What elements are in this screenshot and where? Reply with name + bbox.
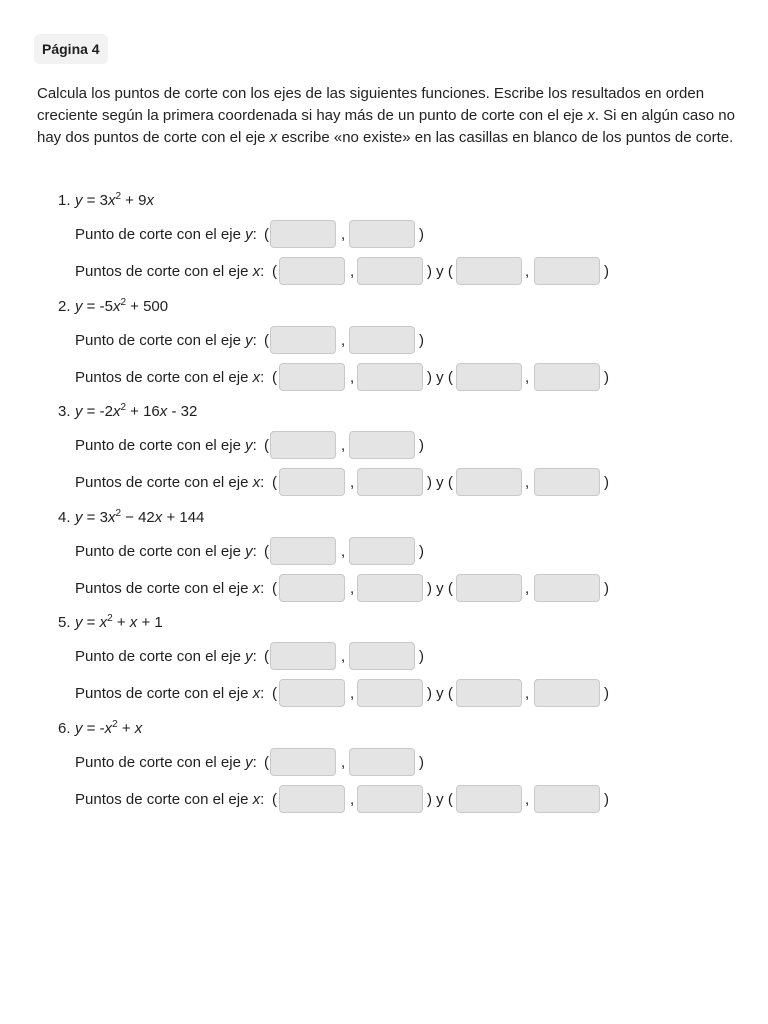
x-cut-1-y-input[interactable] <box>357 574 423 602</box>
open-paren: ( <box>264 332 269 349</box>
label-variable: x <box>252 685 261 702</box>
open-paren: ( <box>272 474 277 491</box>
label-colon: : <box>252 754 257 771</box>
equation <box>58 719 142 739</box>
close-paren: ) <box>419 648 424 665</box>
comma: , <box>350 685 355 702</box>
math-text: = -2 <box>82 403 113 420</box>
y-cut-y-input[interactable] <box>349 326 415 354</box>
math-text: + <box>112 614 130 631</box>
x-cut-2-x-input[interactable] <box>456 468 522 496</box>
comma: , <box>341 754 346 771</box>
close-paren: ) <box>604 369 609 386</box>
equation <box>58 613 163 633</box>
problem-number: 1. <box>58 192 71 209</box>
math-text: + 16 <box>126 403 160 420</box>
x-intercepts-label <box>75 257 264 287</box>
math-text: + 1 <box>137 614 163 631</box>
x-cut-2-x-input[interactable] <box>456 257 522 285</box>
label-colon: : <box>252 648 257 665</box>
open-paren: ( <box>264 543 269 560</box>
math-variable: x <box>146 192 154 209</box>
problem-number: 6. <box>58 720 71 737</box>
joiner-y: ) y ( <box>427 369 453 386</box>
label-variable: x <box>252 263 261 280</box>
label-variable: x <box>252 474 261 491</box>
comma: , <box>525 369 530 386</box>
instructions-axis-x-1: x <box>587 107 595 124</box>
problem-item <box>0 613 768 718</box>
problem-number: 3. <box>58 403 71 420</box>
x-cut-2-x-input[interactable] <box>456 574 522 602</box>
y-intercept-label <box>75 748 257 778</box>
math-variable: y <box>75 298 83 315</box>
label-colon: : <box>252 543 257 560</box>
math-text: = 3 <box>82 509 108 526</box>
x-cut-1-y-input[interactable] <box>357 679 423 707</box>
joiner-y: ) y ( <box>427 791 453 808</box>
math-text: + 500 <box>126 298 169 315</box>
label-colon: : <box>260 369 265 386</box>
x-cut-1-x-input[interactable] <box>279 574 345 602</box>
problem-number: 2. <box>58 298 71 315</box>
close-paren: ) <box>419 543 424 560</box>
comma: , <box>350 791 355 808</box>
comma: , <box>525 263 530 280</box>
label-text: Punto de corte con el eje <box>75 754 246 771</box>
open-paren: ( <box>272 369 277 386</box>
math-text: = -5 <box>82 298 113 315</box>
open-paren: ( <box>272 685 277 702</box>
y-cut-y-input[interactable] <box>349 431 415 459</box>
label-variable: y <box>245 648 253 665</box>
comma: , <box>350 580 355 597</box>
math-variable: x <box>99 614 108 631</box>
label-colon: : <box>260 263 265 280</box>
x-cut-1-y-input[interactable] <box>357 257 423 285</box>
x-intercepts-label <box>75 574 264 604</box>
label-text: Puntos de corte con el eje <box>75 263 253 280</box>
y-cut-x-input[interactable] <box>270 326 336 354</box>
page-label-text: Página 4 <box>42 41 100 57</box>
label-text: Punto de corte con el eje <box>75 332 246 349</box>
math-variable: x <box>104 720 113 737</box>
x-cut-1-y-input[interactable] <box>357 363 423 391</box>
close-paren: ) <box>604 685 609 702</box>
comma: , <box>350 263 355 280</box>
label-text: Puntos de corte con el eje <box>75 791 253 808</box>
label-colon: : <box>260 580 265 597</box>
x-cut-1-y-input[interactable] <box>357 468 423 496</box>
math-variable: y <box>75 614 83 631</box>
close-paren: ) <box>604 263 609 280</box>
problem-item <box>0 402 768 507</box>
open-paren: ( <box>272 791 277 808</box>
label-text: Puntos de corte con el eje <box>75 369 253 386</box>
y-cut-x-input[interactable] <box>270 537 336 565</box>
math-text: = 3 <box>82 192 108 209</box>
x-cut-1-x-input[interactable] <box>279 468 345 496</box>
instructions-part3: escribe «no existe» en las casillas en blanco de los puntos de corte. <box>277 129 734 146</box>
equation <box>58 297 168 317</box>
label-colon: : <box>252 437 257 454</box>
close-paren: ) <box>419 226 424 243</box>
joiner-y: ) y ( <box>427 263 453 280</box>
problem-item <box>0 297 768 402</box>
x-cut-1-y-input[interactable] <box>357 785 423 813</box>
y-cut-x-input[interactable] <box>270 431 336 459</box>
comma: , <box>341 226 346 243</box>
x-cut-2-x-input[interactable] <box>456 785 522 813</box>
label-colon: : <box>260 791 265 808</box>
math-text: + 144 <box>162 509 205 526</box>
x-cut-2-x-input[interactable] <box>456 363 522 391</box>
label-variable: y <box>245 226 253 243</box>
label-colon: : <box>252 332 257 349</box>
y-cut-y-input[interactable] <box>349 537 415 565</box>
label-variable: y <box>245 754 253 771</box>
close-paren: ) <box>419 437 424 454</box>
x-cut-1-x-input[interactable] <box>279 785 345 813</box>
math-text: − 42 <box>121 509 155 526</box>
label-text: Puntos de corte con el eje <box>75 474 253 491</box>
label-text: Punto de corte con el eje <box>75 437 246 454</box>
y-intercept-label <box>75 431 257 461</box>
math-text: = <box>82 614 100 631</box>
problem-item <box>0 191 768 296</box>
label-variable: x <box>252 791 261 808</box>
label-text: Punto de corte con el eje <box>75 226 246 243</box>
math-variable: x <box>112 298 121 315</box>
math-variable: x <box>159 403 168 420</box>
label-variable: y <box>245 332 253 349</box>
y-cut-y-input[interactable] <box>349 642 415 670</box>
close-paren: ) <box>419 754 424 771</box>
comma: , <box>341 543 346 560</box>
math-exponent: 2 <box>107 613 113 624</box>
joiner-y: ) y ( <box>427 580 453 597</box>
x-intercepts-label <box>75 363 264 393</box>
comma: , <box>525 791 530 808</box>
label-text: Punto de corte con el eje <box>75 543 246 560</box>
page-label <box>34 34 108 64</box>
x-intercepts-label <box>75 679 264 709</box>
open-paren: ( <box>264 226 269 243</box>
instructions-part2: . Si en algún caso no hay dos puntos de corte con el eje <box>37 107 735 146</box>
instructions-axis-x-2: x <box>269 129 278 146</box>
label-colon: : <box>260 685 265 702</box>
math-exponent: 2 <box>115 508 121 519</box>
x-intercepts-label <box>75 785 264 815</box>
comma: , <box>525 580 530 597</box>
open-paren: ( <box>272 263 277 280</box>
math-variable: x <box>107 509 116 526</box>
comma: , <box>525 685 530 702</box>
math-text: = - <box>82 720 105 737</box>
close-paren: ) <box>604 791 609 808</box>
x-cut-2-y-input[interactable] <box>534 468 600 496</box>
equation <box>58 508 204 528</box>
label-colon: : <box>260 474 265 491</box>
joiner-y: ) y ( <box>427 685 453 702</box>
comma: , <box>350 474 355 491</box>
x-intercepts-label <box>75 468 264 498</box>
y-intercept-label <box>75 642 257 672</box>
label-variable: x <box>252 369 261 386</box>
math-exponent: 2 <box>120 297 126 308</box>
comma: , <box>525 474 530 491</box>
math-text: - 32 <box>167 403 198 420</box>
open-paren: ( <box>264 754 269 771</box>
open-paren: ( <box>264 437 269 454</box>
y-intercept-label <box>75 537 257 567</box>
close-paren: ) <box>604 474 609 491</box>
instructions <box>37 83 737 149</box>
y-cut-x-input[interactable] <box>270 748 336 776</box>
math-variable: y <box>75 509 83 526</box>
y-intercept-label <box>75 326 257 356</box>
problem-number: 4. <box>58 509 71 526</box>
close-paren: ) <box>604 580 609 597</box>
comma: , <box>350 369 355 386</box>
label-text: Puntos de corte con el eje <box>75 685 253 702</box>
math-variable: y <box>75 720 83 737</box>
x-cut-2-y-input[interactable] <box>534 785 600 813</box>
label-variable: y <box>245 543 253 560</box>
comma: , <box>341 648 346 665</box>
open-paren: ( <box>272 580 277 597</box>
math-exponent: 2 <box>120 402 126 413</box>
y-cut-x-input[interactable] <box>270 220 336 248</box>
open-paren: ( <box>264 648 269 665</box>
close-paren: ) <box>419 332 424 349</box>
problem-item <box>0 719 768 824</box>
comma: , <box>341 437 346 454</box>
label-colon: : <box>252 226 257 243</box>
joiner-y: ) y ( <box>427 474 453 491</box>
math-variable: x <box>134 720 143 737</box>
label-text: Punto de corte con el eje <box>75 648 246 665</box>
problem-item <box>0 508 768 613</box>
math-text: + <box>117 720 135 737</box>
x-cut-2-y-input[interactable] <box>534 574 600 602</box>
x-cut-1-x-input[interactable] <box>279 257 345 285</box>
problem-number: 5. <box>58 614 71 631</box>
label-variable: x <box>252 580 261 597</box>
math-variable: x <box>107 192 116 209</box>
math-exponent: 2 <box>112 719 118 730</box>
math-text: + 9 <box>121 192 147 209</box>
label-variable: y <box>245 437 253 454</box>
y-cut-y-input[interactable] <box>349 748 415 776</box>
x-cut-2-x-input[interactable] <box>456 679 522 707</box>
y-cut-x-input[interactable] <box>270 642 336 670</box>
x-cut-1-x-input[interactable] <box>279 363 345 391</box>
math-variable: y <box>75 192 83 209</box>
equation <box>58 191 154 211</box>
equation <box>58 402 197 422</box>
math-variable: x <box>154 509 163 526</box>
comma: , <box>341 332 346 349</box>
math-variable: x <box>129 614 138 631</box>
y-cut-y-input[interactable] <box>349 220 415 248</box>
math-variable: x <box>112 403 121 420</box>
label-text: Puntos de corte con el eje <box>75 580 253 597</box>
math-variable: y <box>75 403 83 420</box>
x-cut-1-x-input[interactable] <box>279 679 345 707</box>
x-cut-2-y-input[interactable] <box>534 679 600 707</box>
x-cut-2-y-input[interactable] <box>534 257 600 285</box>
x-cut-2-y-input[interactable] <box>534 363 600 391</box>
y-intercept-label <box>75 220 257 250</box>
math-exponent: 2 <box>115 191 121 202</box>
instructions-part1: Calcula los puntos de corte con los ejes de las siguientes funciones. Escribe los resultados en orden creciente según la primera coordenada si hay más de un punto de corte con el eje <box>37 85 705 124</box>
